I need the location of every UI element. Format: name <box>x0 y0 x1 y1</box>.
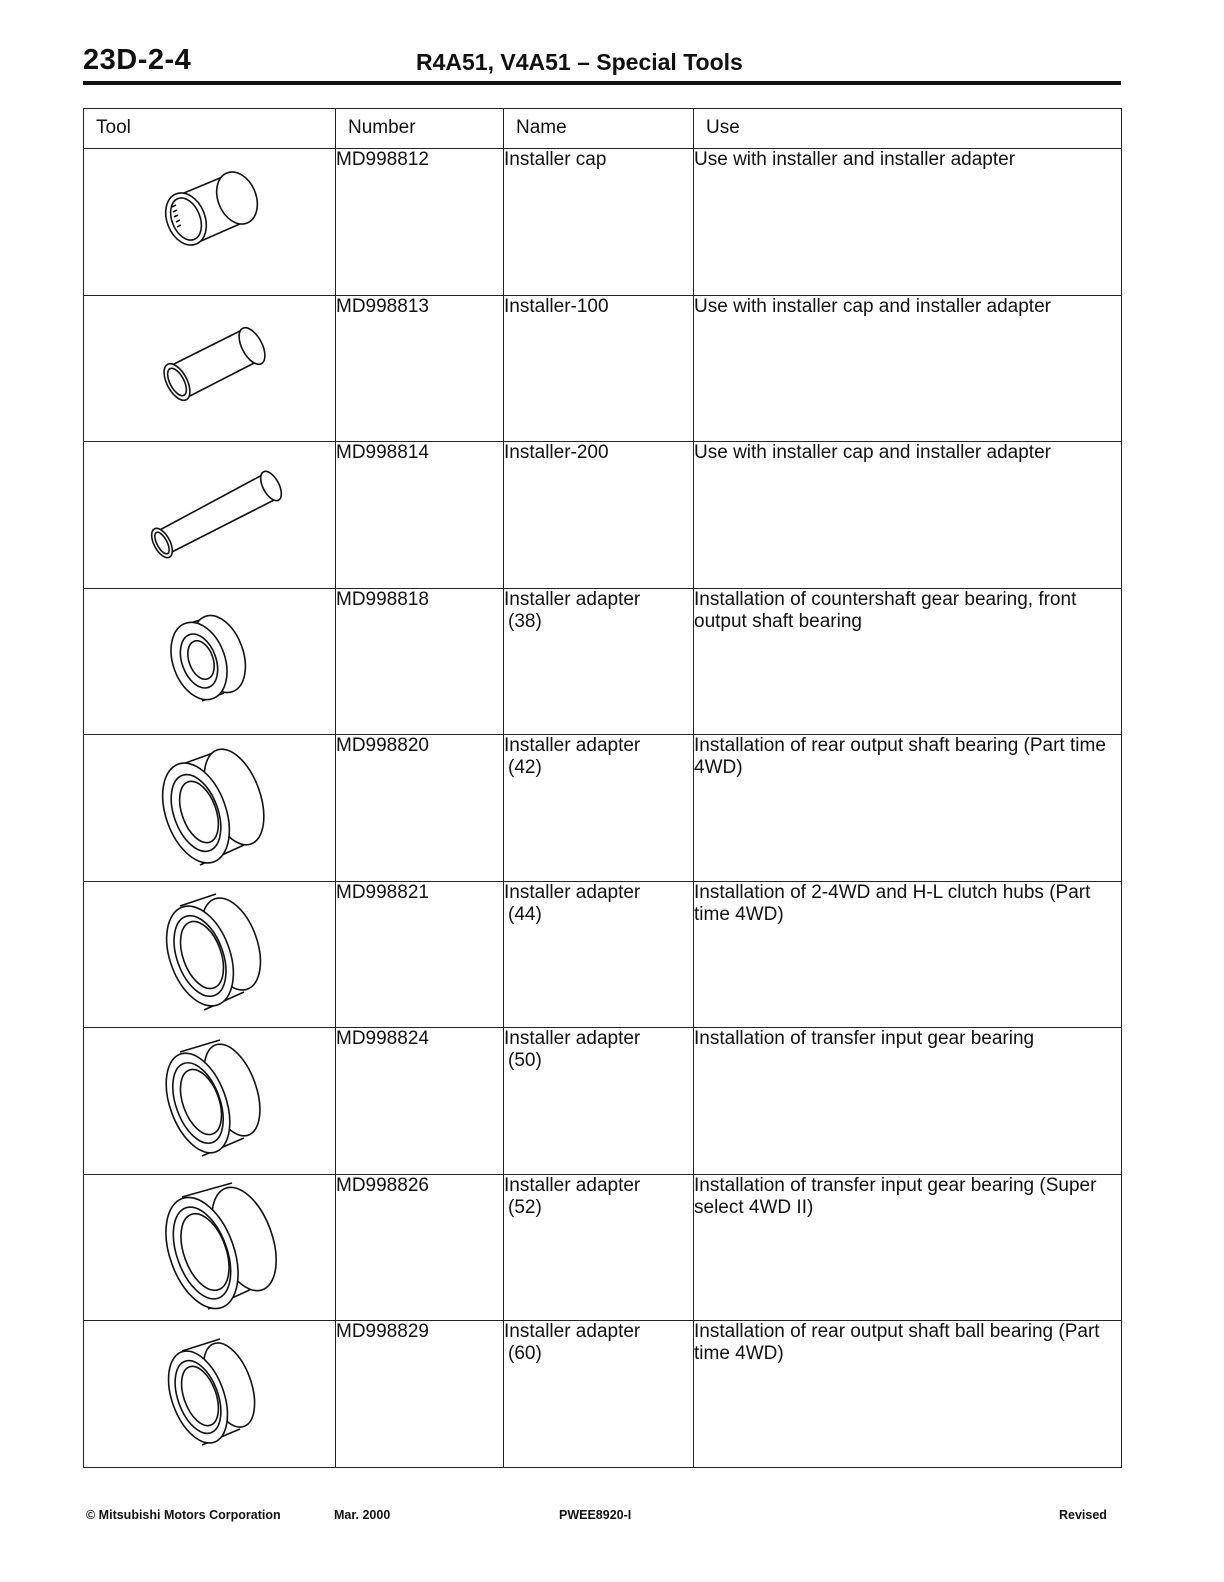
tool-number: MD998821 <box>336 881 504 1028</box>
tool-number: MD998818 <box>336 588 504 735</box>
tool-number: MD998820 <box>336 735 504 882</box>
table-row <box>84 1321 1122 1468</box>
tool-name <box>504 1028 694 1175</box>
tool-use: Installation of transfer input gear bearing (Super select 4WD II) <box>694 1174 1122 1321</box>
table-row <box>84 1174 1122 1321</box>
header-divider <box>83 81 1121 85</box>
tool-name-label: Installer adapter <box>504 1174 641 1196</box>
tool-name-size: (38) <box>508 610 542 632</box>
tool-name-label: Installer-100 <box>504 295 609 317</box>
tool-name-size: (60) <box>508 1343 542 1364</box>
tool-name-label: Installer adapter <box>504 1028 641 1049</box>
tool-name <box>504 442 694 589</box>
table-row <box>84 588 1122 735</box>
tool-image-cell <box>84 1321 336 1468</box>
tool-image-cell <box>84 442 336 589</box>
installer-adapter-44-icon <box>84 882 335 1027</box>
tool-name <box>504 295 694 442</box>
installer-200-icon <box>84 442 335 587</box>
tool-name-size: (44) <box>508 903 542 925</box>
tool-number: MD998813 <box>336 295 504 442</box>
tool-use: Use with installer cap and installer adapter <box>694 295 1122 442</box>
tool-name <box>504 588 694 735</box>
column-header-number: Number <box>336 109 504 149</box>
tool-name <box>504 1321 694 1468</box>
tool-name-label: Installer adapter <box>504 1321 641 1342</box>
tool-number: MD998812 <box>336 149 504 296</box>
installer-adapter-60-icon <box>84 1321 335 1466</box>
tool-use: Installation of transfer input gear bearing <box>694 1028 1122 1175</box>
tool-image-cell <box>84 295 336 442</box>
table-row <box>84 735 1122 882</box>
tool-name <box>504 881 694 1028</box>
tool-use: Installation of 2-4WD and H-L clutch hubs (Part time 4WD) <box>694 881 1122 1028</box>
page-title: R4A51, V4A51 – Special Tools <box>416 49 743 75</box>
footer-copyright: © Mitsubishi Motors Corporation <box>86 1508 281 1522</box>
tool-name-label: Installer-200 <box>504 442 609 463</box>
tool-name-label: Installer adapter <box>504 588 641 610</box>
tool-use: Use with installer cap and installer adapter <box>694 442 1122 589</box>
footer-publication-code: PWEE8920-I <box>559 1508 632 1522</box>
tool-name <box>504 735 694 882</box>
table-row <box>84 1028 1122 1175</box>
tool-name-size: (52) <box>508 1196 542 1218</box>
column-header-name: Name <box>504 109 694 149</box>
installer-adapter-38-icon <box>84 589 335 734</box>
installer-cap-icon <box>84 149 335 294</box>
table-row <box>84 442 1122 589</box>
footer-date: Mar. 2000 <box>334 1508 391 1522</box>
tool-name <box>504 149 694 296</box>
table-row <box>84 881 1122 1028</box>
tool-number: MD998814 <box>336 442 504 589</box>
tool-name-label: Installer adapter <box>504 881 641 903</box>
tool-name-label: Installer cap <box>504 149 607 170</box>
installer-adapter-50-icon <box>84 1028 335 1173</box>
tool-use: Installation of countershaft gear bearing, front output shaft bearing <box>694 588 1122 735</box>
tool-number: MD998824 <box>336 1028 504 1175</box>
tool-image-cell <box>84 881 336 1028</box>
column-header-use: Use <box>694 109 1122 149</box>
table-header-row <box>84 109 1122 149</box>
tool-number: MD998829 <box>336 1321 504 1468</box>
tool-name <box>504 1174 694 1321</box>
table-row <box>84 295 1122 442</box>
tool-number: MD998826 <box>336 1174 504 1321</box>
installer-100-icon <box>84 296 335 441</box>
installer-adapter-52-icon <box>84 1175 335 1320</box>
tool-name-size: (50) <box>508 1050 542 1071</box>
tool-use: Installation of rear output shaft bearing (Part time 4WD) <box>694 735 1122 882</box>
column-header-tool: Tool <box>84 109 336 149</box>
table-row <box>84 149 1122 296</box>
tool-image-cell <box>84 1174 336 1321</box>
tool-image-cell <box>84 149 336 296</box>
tool-image-cell <box>84 735 336 882</box>
installer-adapter-42-icon <box>84 735 335 880</box>
tool-name-size: (42) <box>508 757 542 778</box>
footer-status: Revised <box>1059 1508 1107 1522</box>
tool-image-cell <box>84 1028 336 1175</box>
tool-name-label: Installer adapter <box>504 735 641 756</box>
tool-use: Installation of rear output shaft ball bearing (Part time 4WD) <box>694 1321 1122 1468</box>
tool-image-cell <box>84 588 336 735</box>
tool-use: Use with installer and installer adapter <box>694 149 1122 296</box>
special-tools-table <box>83 108 1122 1468</box>
page-number: 23D-2-4 <box>83 44 192 76</box>
